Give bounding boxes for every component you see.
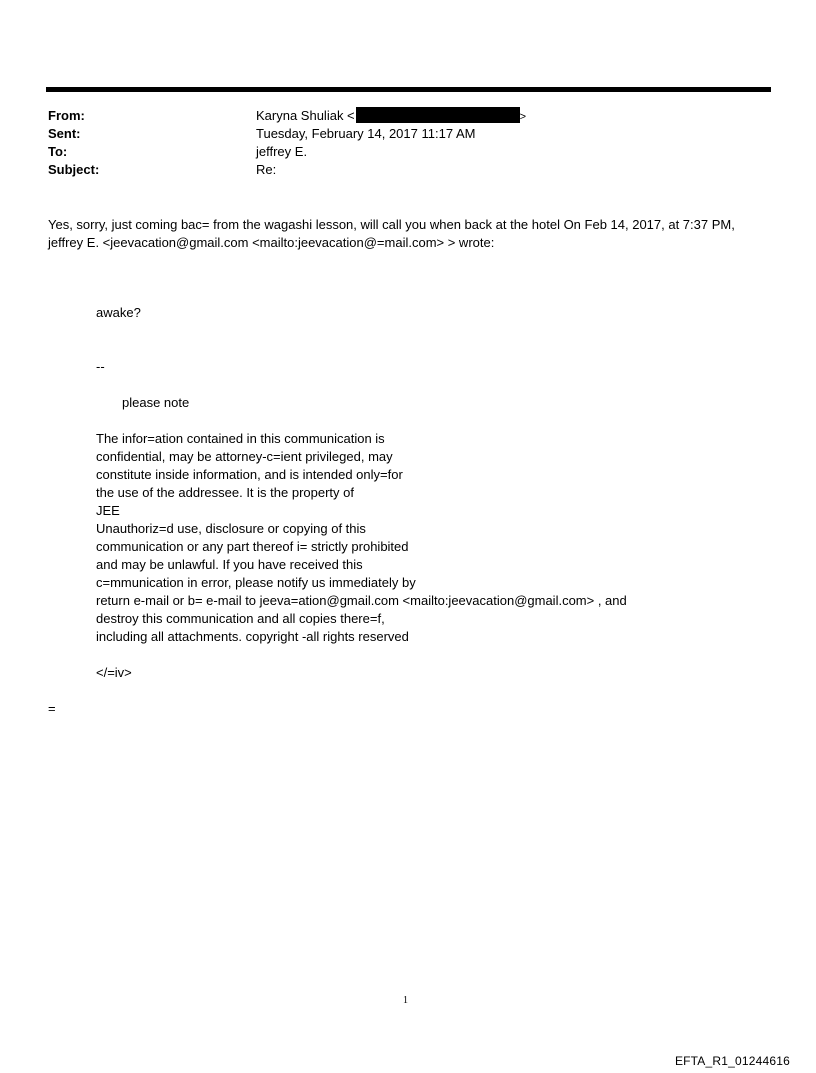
redaction-block [356, 107, 520, 123]
disclaimer-line: including all attachments. copyright -all rights reserved [96, 629, 409, 644]
reply-line-2: jeffrey E. <jeevacation@gmail.com <mailto:jeevacation@=mail.com> > wrote: [48, 235, 495, 250]
disclaimer-line: and may be unlawful. If you have received this [96, 557, 363, 572]
please-note: please note [122, 395, 190, 410]
to-label: To: [48, 144, 68, 159]
to-value: jeffrey E. [256, 144, 308, 159]
trailing-equals: = [48, 701, 56, 716]
redaction-tail: > [519, 111, 527, 123]
disclaimer-line: Unauthoriz=d use, disclosure or copying of this [96, 521, 366, 536]
from-sender: Karyna Shuliak < [256, 108, 355, 123]
disclaimer-line: confidential, may be attorney-c=ient privileged, may [96, 449, 393, 464]
page-number: 1 [403, 995, 408, 1006]
disclaimer-line: return e-mail or b= e-mail to jeeva=ation@gmail.com <mailto:jeevacation@gmail.com> , and [96, 593, 627, 608]
disclaimer-line: c=mmunication in error, please notify us immediately by [96, 575, 416, 590]
disclaimer-line: destroy this communication and all copies there=f, [96, 611, 385, 626]
signature-separator: -- [96, 359, 105, 374]
from-value [256, 107, 526, 126]
from-label: From: [48, 108, 85, 123]
bates-number: EFTA_R1_01244616 [674, 1054, 790, 1068]
quoted-greeting: awake? [96, 305, 141, 320]
subject-label: Subject: [48, 162, 100, 177]
disclaimer-line: JEE [96, 503, 120, 518]
disclaimer-line: the use of the addressee. It is the property of [96, 485, 354, 500]
disclaimer-line: constitute inside information, and is intended only=for [96, 467, 403, 482]
disclaimer-line: The infor=ation contained in this communication is [96, 431, 385, 446]
header-rule [46, 87, 771, 92]
disclaimer-line: communication or any part thereof i= strictly prohibited [96, 539, 409, 554]
subject-value: Re: [256, 162, 277, 177]
closing-tag: </=iv> [96, 665, 132, 680]
sent-label: Sent: [48, 126, 81, 141]
reply-line-1: Yes, sorry, just coming bac= from the wagashi lesson, will call you when back at the hotel On Feb 14, 2017, at 7:37 PM, [48, 217, 735, 232]
sent-value: Tuesday, February 14, 2017 11:17 AM [256, 126, 476, 141]
